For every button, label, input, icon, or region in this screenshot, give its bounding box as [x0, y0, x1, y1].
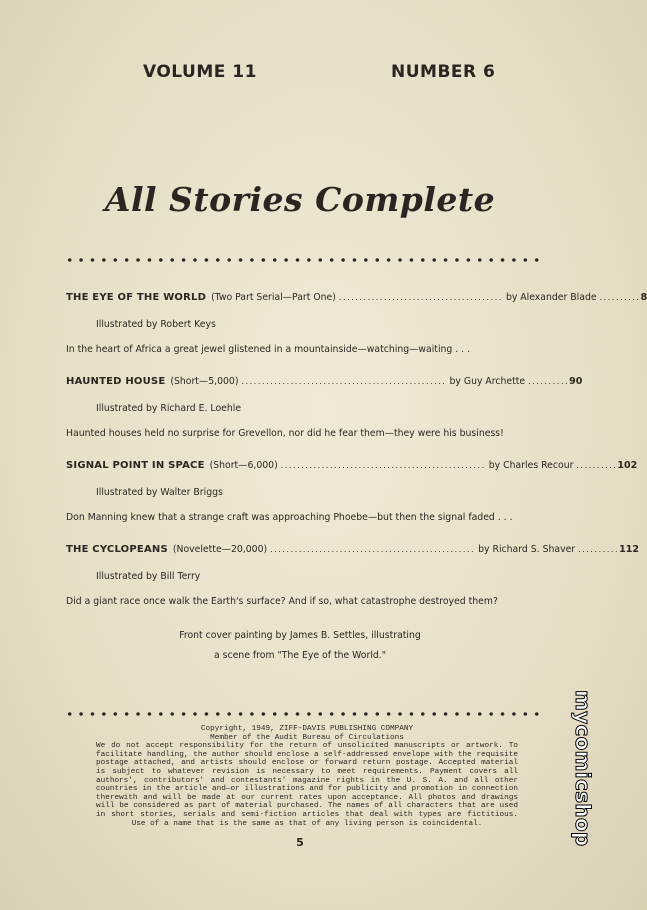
story-author: by Charles Recour: [488, 460, 574, 471]
story-entry: [66, 543, 639, 608]
cover-credit-line: Front cover painting by James B. Settles, illustrating: [179, 630, 421, 641]
story-title: HAUNTED HOUSE: [66, 376, 166, 387]
dot-leader: ..................................................: [270, 544, 476, 554]
story-type: (Novelette—20,000): [172, 544, 268, 555]
dot-leader: ..................................................: [280, 460, 486, 470]
story-type: (Short—5,000): [170, 376, 239, 387]
contents-heading: All Stories Complete: [104, 180, 496, 219]
dot-leader: ..........: [599, 292, 641, 302]
dotted-divider-top: [64, 257, 544, 263]
story-page: 112: [619, 544, 639, 555]
story-blurb: Did a giant race once walk the Earth's surface? And if so, what catastrophe destroyed them?: [66, 596, 498, 607]
story-entry: [66, 459, 638, 524]
dot-leader: ..................................................: [241, 376, 447, 386]
story-blurb: Don Manning knew that a strange craft was approaching Phoebe—but then the signal faded . . .: [66, 512, 513, 523]
copyright-notice: [96, 725, 518, 828]
dotted-divider-bottom: [64, 711, 544, 717]
story-illustrator: Illustrated by Richard E. Loehle: [96, 403, 242, 414]
story-illustrator: Illustrated by Bill Terry: [96, 571, 201, 582]
watermark-logo: [571, 690, 596, 905]
story-page: 102: [617, 460, 638, 471]
story-blurb: In the heart of Africa a great jewel glistened in a mountainside—watching—waiting . . .: [66, 344, 471, 355]
cover-credit: [0, 626, 600, 666]
story-entry: [66, 375, 583, 440]
story-title: THE EYE OF THE WORLD: [66, 292, 207, 303]
dot-leader: ..........: [578, 544, 620, 554]
submission-policy: We do not accept responsibility for the return of unsolicited manuscripts or artwork. To facilitate handling, the author should enclose a self-addressed envelope with the requisite postage attached, and artists should enclose or forward return postage. Accepted material is subject to whatever revision is necessary to meet requirements. Payment covers all authors', contributors' and contestants' magazine rights in the U. S. A. and all other countries in the article and—or illustrations and for publicity and promotion in connection therewith and will be made at our current rates upon acceptance. All photos and drawings will be considered as part of material purchased. The names of all characters that are used in short stories, serials and semi-fiction articles that deal with types are fictitious. Use of a name that is the same as that of any living person is coincidental.: [96, 742, 518, 828]
story-page: 8: [640, 292, 647, 303]
story-blurb: Haunted houses held no surprise for Grevellon, nor did he fear them—they were his business!: [66, 428, 504, 439]
story-title: THE CYCLOPEANS: [66, 544, 168, 555]
story-page: 90: [569, 376, 583, 387]
number-label: NUMBER 6: [391, 62, 496, 82]
story-type: (Short—6,000): [209, 460, 278, 471]
dot-leader: ........................................: [338, 292, 503, 302]
dot-leader: ..........: [528, 376, 570, 386]
story-type: (Two Part Serial—Part One): [211, 292, 336, 303]
story-author: by Richard S. Shaver: [478, 544, 576, 555]
story-author: by Guy Archette: [449, 376, 526, 387]
story-author: by Alexander Blade: [505, 292, 597, 303]
dot-leader: ..........: [576, 460, 618, 470]
cover-credit-line: a scene from "The Eye of the World.": [213, 650, 387, 661]
page-number: 5: [296, 836, 304, 849]
membership-line: Member of the Audit Bureau of Circulations: [210, 733, 404, 742]
story-entry: [66, 291, 647, 356]
volume-label: VOLUME 11: [143, 62, 257, 82]
copyright-line: Copyright, 1949, ZIFF-DAVIS PUBLISHING COMPANY: [200, 725, 414, 733]
story-illustrator: Illustrated by Robert Keys: [96, 319, 216, 330]
watermark-text: mycomicshop: [571, 690, 595, 847]
story-title: SIGNAL POINT IN SPACE: [66, 460, 205, 471]
story-illustrator: Illustrated by Walter Briggs: [96, 487, 223, 498]
